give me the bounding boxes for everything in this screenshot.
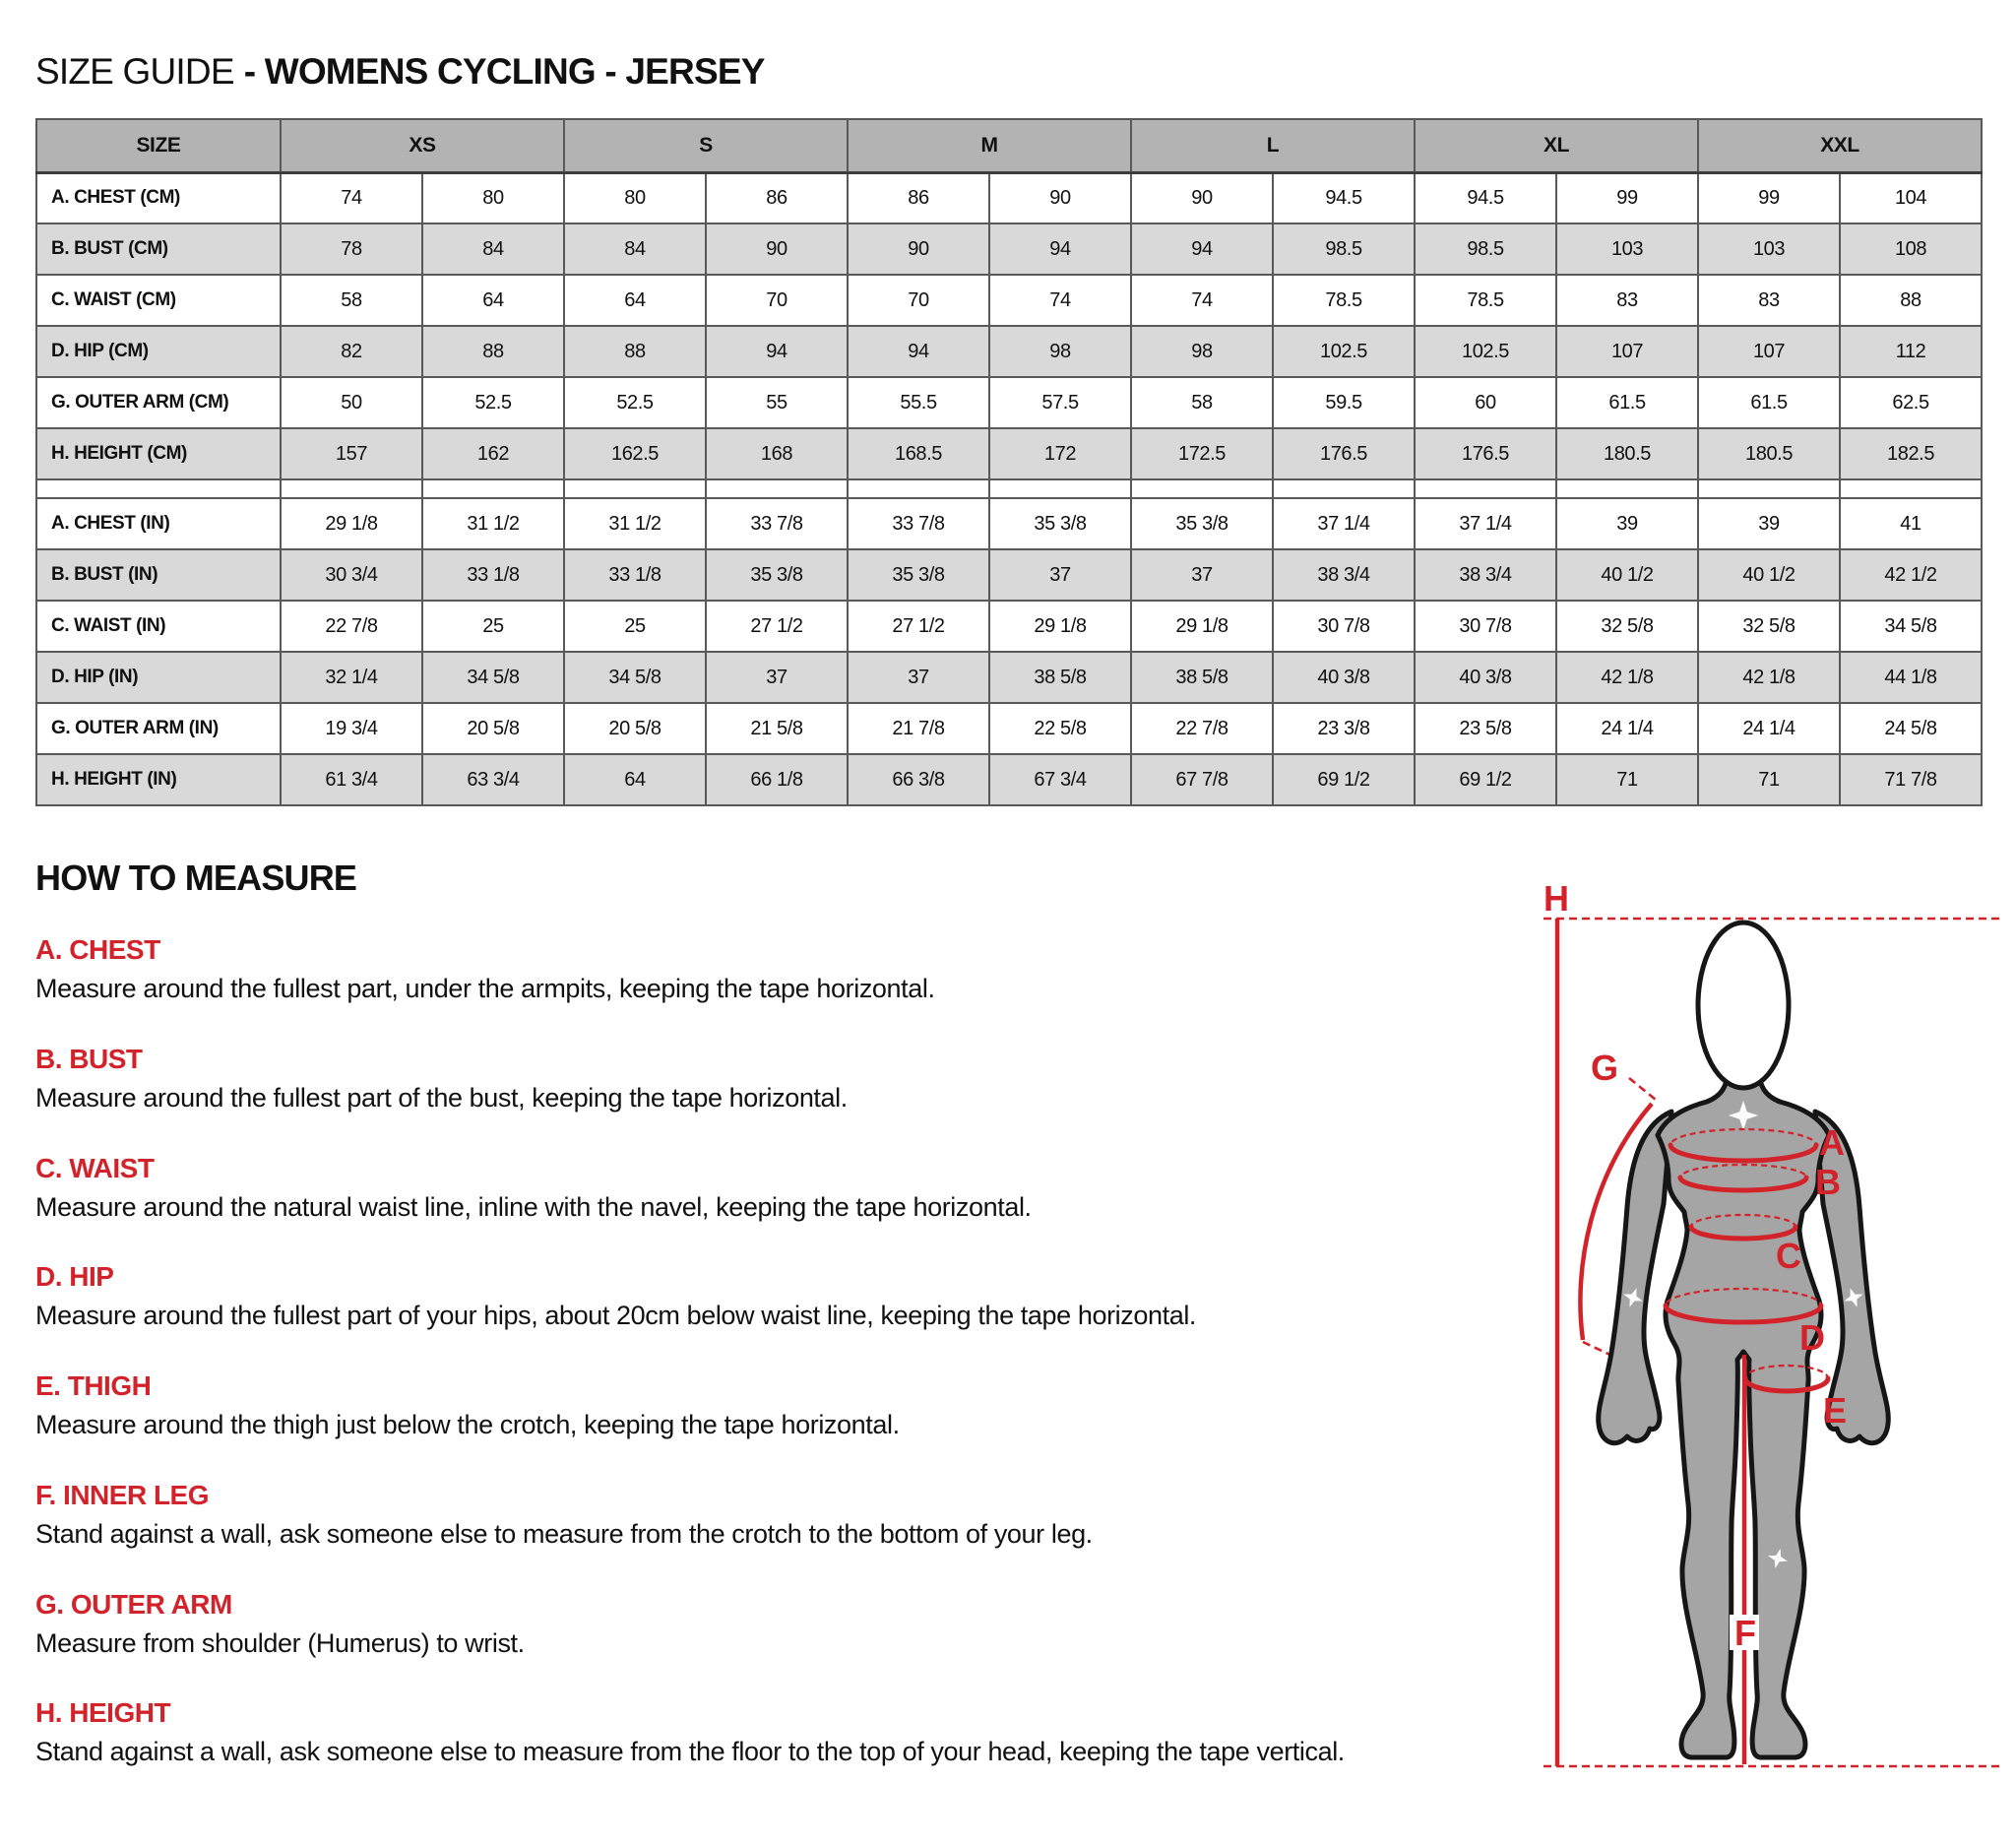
size-value-cell: 172.5 [1131, 428, 1273, 479]
size-value-cell: 74 [1131, 275, 1273, 326]
size-value-cell: 30 7/8 [1273, 601, 1415, 652]
size-value-cell: 60 [1415, 377, 1556, 428]
table-row [36, 703, 1982, 754]
size-value-cell: 40 3/8 [1415, 652, 1556, 703]
size-value-cell: 37 1/4 [1415, 498, 1556, 549]
measure-section-text: Stand against a wall, ask someone else to measure from the crotch to the bottom of your leg. [35, 1518, 1093, 1549]
size-value-cell: 83 [1556, 275, 1698, 326]
size-value-cell: 99 [1698, 172, 1840, 223]
measure-section [35, 1697, 1512, 1769]
label-d: D [1799, 1317, 1825, 1358]
row-label: C. WAIST (IN) [36, 601, 281, 652]
measurement-figure [1534, 879, 2008, 1805]
size-value-cell: 66 1/8 [706, 754, 848, 805]
row-label: A. CHEST (IN) [36, 498, 281, 549]
size-value-cell: 107 [1556, 326, 1698, 377]
table-row [36, 172, 1982, 223]
size-value-cell: 58 [1131, 377, 1273, 428]
header-size-xs: XS [281, 119, 564, 172]
size-value-cell: 74 [281, 172, 422, 223]
size-value-cell: 30 7/8 [1415, 601, 1556, 652]
table-row [36, 549, 1982, 601]
size-value-cell: 29 1/8 [281, 498, 422, 549]
size-value-cell: 30 3/4 [281, 549, 422, 601]
size-value-cell: 84 [422, 223, 564, 275]
size-value-cell: 34 5/8 [564, 652, 706, 703]
size-value-cell: 102.5 [1273, 326, 1415, 377]
size-value-cell: 168 [706, 428, 848, 479]
size-value-cell: 32 5/8 [1556, 601, 1698, 652]
size-value-cell: 40 1/2 [1698, 549, 1840, 601]
measure-section-label: A. CHEST [35, 934, 160, 965]
row-label: H. HEIGHT (CM) [36, 428, 281, 479]
size-value-cell: 21 7/8 [848, 703, 989, 754]
size-value-cell: 38 3/4 [1273, 549, 1415, 601]
size-value-cell: 80 [422, 172, 564, 223]
size-value-cell: 35 3/8 [989, 498, 1131, 549]
size-value-cell: 61.5 [1556, 377, 1698, 428]
size-value-cell: 55 [706, 377, 848, 428]
size-value-cell: 67 7/8 [1131, 754, 1273, 805]
size-value-cell: 64 [564, 275, 706, 326]
size-value-cell: 37 [1131, 549, 1273, 601]
size-value-cell: 94 [989, 223, 1131, 275]
size-value-cell: 34 5/8 [422, 652, 564, 703]
size-value-cell: 32 5/8 [1698, 601, 1840, 652]
size-value-cell: 42 1/8 [1698, 652, 1840, 703]
table-row [36, 326, 1982, 377]
size-value-cell: 107 [1698, 326, 1840, 377]
size-value-cell: 37 1/4 [1273, 498, 1415, 549]
header-size-xxl: XXL [1698, 119, 1982, 172]
measure-section-text: Measure around the natural waist line, inline with the navel, keeping the tape horizontal. [35, 1191, 1032, 1222]
measure-section-text: Measure around the fullest part of the bust, keeping the tape horizontal. [35, 1082, 848, 1113]
size-value-cell: 88 [564, 326, 706, 377]
size-value-cell: 41 [1840, 498, 1982, 549]
size-value-cell: 38 3/4 [1415, 549, 1556, 601]
size-value-cell: 40 3/8 [1273, 652, 1415, 703]
spacer-cell [1415, 479, 1556, 498]
size-table-body [36, 172, 1982, 805]
measure-section [35, 1589, 1512, 1661]
size-value-cell: 63 3/4 [422, 754, 564, 805]
size-value-cell: 103 [1556, 223, 1698, 275]
measure-section [35, 1153, 1512, 1225]
header-size-s: S [564, 119, 848, 172]
spacer-cell [564, 479, 706, 498]
label-b: B [1815, 1162, 1841, 1202]
size-value-cell: 157 [281, 428, 422, 479]
size-value-cell: 20 5/8 [422, 703, 564, 754]
spacer-cell [36, 479, 281, 498]
row-label: B. BUST (IN) [36, 549, 281, 601]
measure-section [35, 934, 1512, 1006]
size-value-cell: 35 3/8 [1131, 498, 1273, 549]
spacer-cell [422, 479, 564, 498]
size-value-cell: 29 1/8 [1131, 601, 1273, 652]
spacer-cell [848, 479, 989, 498]
mannequin-diagram [1534, 879, 2008, 1805]
size-value-cell: 66 3/8 [848, 754, 989, 805]
size-value-cell: 23 3/8 [1273, 703, 1415, 754]
size-value-cell: 33 1/8 [564, 549, 706, 601]
size-value-cell: 29 1/8 [989, 601, 1131, 652]
size-value-cell: 31 1/2 [564, 498, 706, 549]
measure-section-label: E. THIGH [35, 1370, 152, 1401]
size-value-cell: 57.5 [989, 377, 1131, 428]
size-value-cell: 69 1/2 [1415, 754, 1556, 805]
spacer-cell [989, 479, 1131, 498]
size-value-cell: 82 [281, 326, 422, 377]
size-value-cell: 20 5/8 [564, 703, 706, 754]
size-value-cell: 78.5 [1273, 275, 1415, 326]
size-value-cell: 27 1/2 [848, 601, 989, 652]
size-value-cell: 94.5 [1415, 172, 1556, 223]
size-value-cell: 37 [989, 549, 1131, 601]
page-title-suffix: - WOMENS CYCLING - JERSEY [243, 51, 765, 92]
spacer-cell [281, 479, 422, 498]
size-value-cell: 22 5/8 [989, 703, 1131, 754]
row-label: A. CHEST (CM) [36, 172, 281, 223]
measure-section-label: H. HEIGHT [35, 1697, 171, 1729]
size-value-cell: 44 1/8 [1840, 652, 1982, 703]
size-value-cell: 33 7/8 [848, 498, 989, 549]
size-value-cell: 33 7/8 [706, 498, 848, 549]
size-value-cell: 108 [1840, 223, 1982, 275]
measure-section-text: Measure around the fullest part of your hips, about 20cm below waist line, keeping the tape horizontal. [35, 1301, 1197, 1331]
size-value-cell: 52.5 [564, 377, 706, 428]
measure-section-text: Measure from shoulder (Humerus) to wrist. [35, 1627, 525, 1658]
size-value-cell: 112 [1840, 326, 1982, 377]
size-value-cell: 78 [281, 223, 422, 275]
size-value-cell: 19 3/4 [281, 703, 422, 754]
size-value-cell: 61.5 [1698, 377, 1840, 428]
spacer-cell [1273, 479, 1415, 498]
size-value-cell: 22 7/8 [281, 601, 422, 652]
spacer-cell [1131, 479, 1273, 498]
size-value-cell: 86 [706, 172, 848, 223]
size-value-cell: 182.5 [1840, 428, 1982, 479]
size-value-cell: 23 5/8 [1415, 703, 1556, 754]
row-label: H. HEIGHT (IN) [36, 754, 281, 805]
header-size-label: SIZE [36, 119, 281, 172]
size-value-cell: 39 [1698, 498, 1840, 549]
label-c: C [1776, 1236, 1801, 1276]
header-size-l: L [1131, 119, 1415, 172]
header-size-xl: XL [1415, 119, 1698, 172]
size-value-cell: 70 [706, 275, 848, 326]
size-value-cell: 24 1/4 [1698, 703, 1840, 754]
size-value-cell: 64 [564, 754, 706, 805]
label-f: F [1734, 1613, 1756, 1653]
size-value-cell: 27 1/2 [706, 601, 848, 652]
size-value-cell: 86 [848, 172, 989, 223]
measure-section [35, 1370, 1512, 1442]
size-value-cell: 34 5/8 [1840, 601, 1982, 652]
size-value-cell: 90 [706, 223, 848, 275]
page-title-prefix: SIZE GUIDE [35, 51, 234, 92]
size-value-cell: 62.5 [1840, 377, 1982, 428]
size-value-cell: 94 [706, 326, 848, 377]
measure-section-label: G. OUTER ARM [35, 1588, 232, 1620]
size-value-cell: 50 [281, 377, 422, 428]
row-label: G. OUTER ARM (IN) [36, 703, 281, 754]
table-row [36, 754, 1982, 805]
measure-section-text: Measure around the fullest part, under the armpits, keeping the tape horizontal. [35, 974, 935, 1003]
size-value-cell: 35 3/8 [848, 549, 989, 601]
measure-section-label: C. WAIST [35, 1152, 155, 1183]
how-to-measure-heading: HOW TO MEASURE [35, 858, 357, 898]
left-arm [1599, 1112, 1671, 1443]
measure-section [35, 1044, 1512, 1115]
size-value-cell: 61 3/4 [281, 754, 422, 805]
table-header-row [36, 119, 1982, 172]
size-value-cell: 176.5 [1273, 428, 1415, 479]
size-value-cell: 42 1/8 [1556, 652, 1698, 703]
size-value-cell: 24 5/8 [1840, 703, 1982, 754]
size-value-cell: 80 [564, 172, 706, 223]
size-value-cell: 21 5/8 [706, 703, 848, 754]
size-value-cell: 168.5 [848, 428, 989, 479]
size-value-cell: 94.5 [1273, 172, 1415, 223]
size-value-cell: 180.5 [1698, 428, 1840, 479]
table-row [36, 275, 1982, 326]
size-value-cell: 37 [848, 652, 989, 703]
size-value-cell: 22 7/8 [1131, 703, 1273, 754]
row-label: D. HIP (IN) [36, 652, 281, 703]
size-value-cell: 162 [422, 428, 564, 479]
table-row [36, 652, 1982, 703]
spacer-cell [1556, 479, 1698, 498]
measure-section [35, 1261, 1512, 1333]
spacer-cell [1840, 479, 1982, 498]
spacer-row [36, 479, 1982, 498]
size-value-cell: 74 [989, 275, 1131, 326]
table-row [36, 377, 1982, 428]
label-a: A [1819, 1122, 1845, 1163]
spacer-cell [706, 479, 848, 498]
label-e: E [1823, 1390, 1848, 1431]
size-value-cell: 59.5 [1273, 377, 1415, 428]
size-value-cell: 71 [1698, 754, 1840, 805]
size-value-cell: 35 3/8 [706, 549, 848, 601]
size-value-cell: 39 [1556, 498, 1698, 549]
measure-section-text: Measure around the thigh just below the crotch, keeping the tape horizontal. [35, 1410, 900, 1439]
size-value-cell: 176.5 [1415, 428, 1556, 479]
size-value-cell: 67 3/4 [989, 754, 1131, 805]
size-value-cell: 98 [1131, 326, 1273, 377]
size-value-cell: 102.5 [1415, 326, 1556, 377]
size-value-cell: 25 [564, 601, 706, 652]
size-value-cell: 180.5 [1556, 428, 1698, 479]
size-value-cell: 88 [422, 326, 564, 377]
label-g: G [1591, 1048, 1619, 1088]
size-value-cell: 98.5 [1415, 223, 1556, 275]
size-value-cell: 58 [281, 275, 422, 326]
size-value-cell: 64 [422, 275, 564, 326]
size-value-cell: 69 1/2 [1273, 754, 1415, 805]
label-h: H [1544, 879, 1569, 919]
size-value-cell: 25 [422, 601, 564, 652]
page-title [35, 51, 1981, 93]
table-row [36, 428, 1982, 479]
header-size-m: M [848, 119, 1131, 172]
size-value-cell: 162.5 [564, 428, 706, 479]
size-value-cell: 42 1/2 [1840, 549, 1982, 601]
size-value-cell: 78.5 [1415, 275, 1556, 326]
size-guide-table [35, 118, 1983, 806]
size-value-cell: 88 [1840, 275, 1982, 326]
table-row [36, 498, 1982, 549]
size-value-cell: 38 5/8 [1131, 652, 1273, 703]
size-value-cell: 40 1/2 [1556, 549, 1698, 601]
size-value-cell: 71 7/8 [1840, 754, 1982, 805]
size-value-cell: 94 [1131, 223, 1273, 275]
measure-section-label: B. BUST [35, 1043, 143, 1074]
size-value-cell: 99 [1556, 172, 1698, 223]
size-value-cell: 38 5/8 [989, 652, 1131, 703]
size-value-cell: 90 [1131, 172, 1273, 223]
row-label: B. BUST (CM) [36, 223, 281, 275]
size-value-cell: 90 [989, 172, 1131, 223]
spacer-cell [1698, 479, 1840, 498]
row-label: C. WAIST (CM) [36, 275, 281, 326]
measure-sections [35, 934, 1512, 1769]
size-value-cell: 98.5 [1273, 223, 1415, 275]
size-value-cell: 32 1/4 [281, 652, 422, 703]
row-label: D. HIP (CM) [36, 326, 281, 377]
size-value-cell: 24 1/4 [1556, 703, 1698, 754]
size-value-cell: 31 1/2 [422, 498, 564, 549]
table-row [36, 601, 1982, 652]
measure-section-label: F. INNER LEG [35, 1479, 210, 1510]
size-value-cell: 37 [706, 652, 848, 703]
table-row [36, 223, 1982, 275]
outer-arm-dash-top [1629, 1078, 1656, 1100]
measure-section-text: Stand against a wall, ask someone else to measure from the floor to the top of your head, keeping the tape vertical. [35, 1737, 1345, 1767]
size-value-cell: 90 [848, 223, 989, 275]
size-value-cell: 98 [989, 326, 1131, 377]
measure-section [35, 1480, 1512, 1552]
size-value-cell: 84 [564, 223, 706, 275]
size-value-cell: 103 [1698, 223, 1840, 275]
head [1698, 923, 1789, 1088]
row-label: G. OUTER ARM (CM) [36, 377, 281, 428]
size-value-cell: 104 [1840, 172, 1982, 223]
size-value-cell: 33 1/8 [422, 549, 564, 601]
size-value-cell: 70 [848, 275, 989, 326]
size-value-cell: 94 [848, 326, 989, 377]
size-value-cell: 172 [989, 428, 1131, 479]
measure-section-label: D. HIP [35, 1261, 114, 1293]
size-value-cell: 83 [1698, 275, 1840, 326]
size-value-cell: 55.5 [848, 377, 989, 428]
size-value-cell: 52.5 [422, 377, 564, 428]
size-value-cell: 71 [1556, 754, 1698, 805]
